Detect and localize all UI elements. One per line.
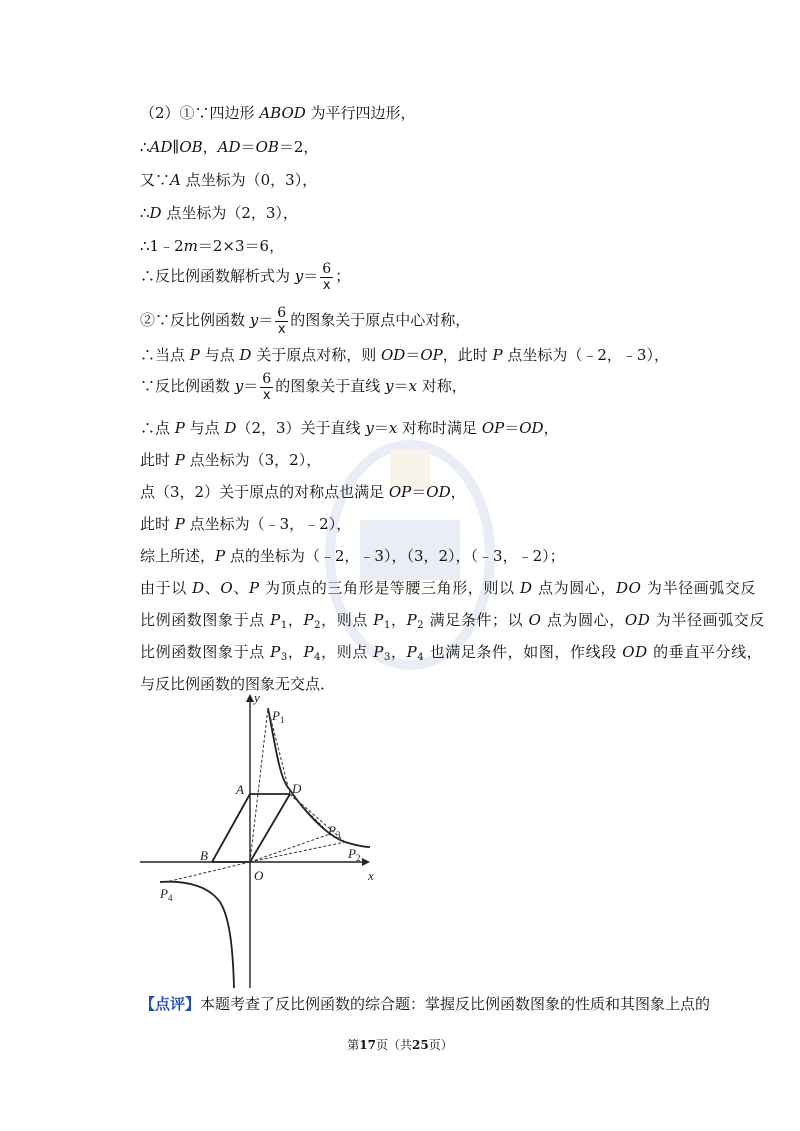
solution-line-4: ∴D 点坐标为（2，3）， xyxy=(140,204,298,222)
solution-line-6: ∴反比例函数解析式为 y＝ $\frac{6}{x}$ ； xyxy=(140,261,351,293)
solution-line-9: ∵反比例函数 y＝ $\frac{6}{x}$ 的图象关于直线 y＝x 对称， xyxy=(140,371,467,403)
hyperbola-branch-first-quadrant xyxy=(268,708,370,847)
solution-line-16: 比例函数图象于点 $P_1$，$P_2$，则点 $P_1$，$P_2$ 满足条件；以 O 点为圆心，OD 为半径画弧交反 xyxy=(140,611,765,631)
origin-label: O xyxy=(254,868,264,883)
solution-line-12: 点（3，2）关于原点的对称点也满足 OP＝OD， xyxy=(140,483,466,501)
solution-line-18: 与反比例函数的图象无交点． xyxy=(140,675,336,693)
solution-line-15: 由于以 D、O、P 为顶点的三角形是等腰三角形，则以 D 点为圆心，DO 为半径画弧交反 xyxy=(140,579,757,597)
point-A-label: A xyxy=(236,782,244,797)
fraction-6-over-x: $\frac{6}{x}$ xyxy=(322,261,332,293)
solution-line-14: 综上所述，P 点的坐标为（﹣2，﹣3），（3，2），（﹣3，﹣2）； xyxy=(140,547,565,565)
page-footer: 第17页（共25页） xyxy=(347,1038,453,1052)
point-P1-label: $P_1$ xyxy=(272,708,285,725)
current-page-number: 17 xyxy=(359,1038,376,1052)
dashed-helper-lines xyxy=(166,708,345,882)
solution-line-7: ②∵反比例函数 y＝ $\frac{6}{x}$ 的图象关于原点中心对称， xyxy=(140,305,471,337)
point-D-label: D xyxy=(292,781,302,796)
comment-text: 本题考查了反比例函数的综合题：掌握反比例函数图象的性质和其图象上点的 xyxy=(200,995,711,1013)
solution-line-8: ∴当点 P 与点 D 关于原点对称，则 OD＝OP，此时 P 点坐标为（﹣2，﹣3）， xyxy=(140,346,669,364)
fraction-6-over-x: $\frac{6}{x}$ xyxy=(277,305,287,337)
point-P2-label: $P_2$ xyxy=(348,846,361,863)
hyperbola-figure xyxy=(130,690,390,990)
y-axis-arrow-icon xyxy=(246,694,254,702)
point-P3-label: $P_3$ xyxy=(328,823,341,840)
fraction-6-over-x: $\frac{6}{x}$ xyxy=(262,371,272,403)
total-page-count: 25 xyxy=(412,1038,429,1052)
solution-line-5: ∴1﹣2m＝2×3＝6， xyxy=(140,237,285,255)
x-axis-arrow-icon xyxy=(362,858,370,866)
solution-line-1: （2）①∵四边形 ABOD 为平行四边形， xyxy=(140,104,416,122)
point-B-label: B xyxy=(200,848,208,863)
solution-line-11: 此时 P 点坐标为（3，2）， xyxy=(140,451,322,469)
solution-line-17: 比例函数图象于点 $P_3$，$P_4$，则点 $P_3$，$P_4$ 也满足条件，如图，作线段 OD 的垂直平分线， xyxy=(140,643,763,663)
segment-AB xyxy=(212,794,250,862)
point-P4-label: $P_4$ xyxy=(160,886,173,903)
segment-OD xyxy=(250,794,290,862)
x-axis-label: x xyxy=(368,868,374,883)
solution-line-3: 又∵A 点坐标为（0，3）， xyxy=(140,171,318,189)
solution-line-13: 此时 P 点坐标为（﹣3，﹣2）， xyxy=(140,515,352,533)
comment-line xyxy=(140,994,710,1014)
solution-line-2: ∴AD∥OB，AD＝OB＝2， xyxy=(140,138,319,156)
y-axis-label: y xyxy=(254,690,260,705)
comment-tag: 【点评】 xyxy=(140,995,201,1013)
solution-line-10: ∴点 P 与点 D（2，3）关于直线 y＝x 对称时满足 OP＝OD， xyxy=(140,419,559,437)
